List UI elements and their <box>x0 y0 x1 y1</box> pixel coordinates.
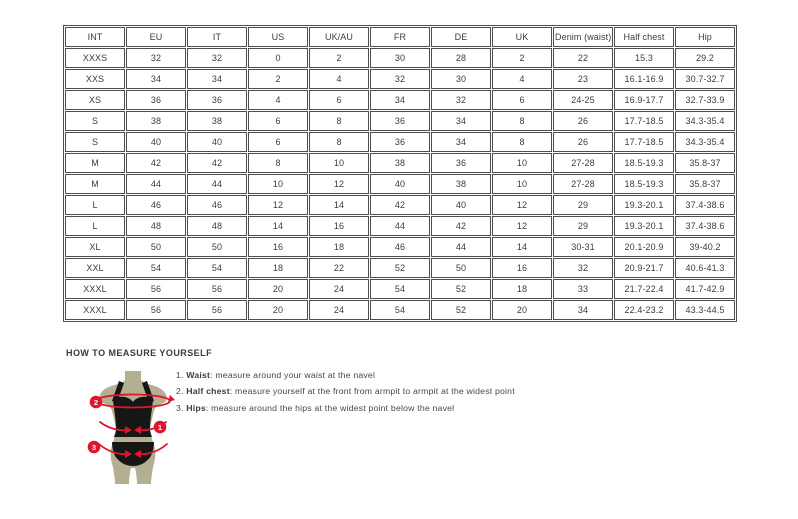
table-cell: 30 <box>370 48 430 68</box>
table-cell: 56 <box>187 279 247 299</box>
table-cell: 24-25 <box>553 90 613 110</box>
swimsuit-top <box>113 397 153 437</box>
instruction-number: 2. <box>176 386 184 397</box>
instruction-text: : measure yourself at the front from armpit to armpit at the widest point <box>229 386 515 397</box>
instruction-label: Hips <box>186 402 206 413</box>
table-cell: 32 <box>187 48 247 68</box>
table-cell: 4 <box>309 69 369 89</box>
table-row <box>65 111 735 131</box>
table-cell: 28 <box>431 48 491 68</box>
table-cell: 29 <box>553 195 613 215</box>
size-chart-table <box>63 25 737 322</box>
table-cell: 16.9-17.7 <box>614 90 674 110</box>
column-header: EU <box>126 27 186 47</box>
table-cell: 0 <box>248 48 308 68</box>
table-cell: 34 <box>431 111 491 131</box>
table-cell: 54 <box>187 258 247 278</box>
table-cell: 8 <box>309 111 369 131</box>
table-row <box>65 237 735 257</box>
table-cell: 48 <box>187 216 247 236</box>
table-cell: 52 <box>431 300 491 320</box>
table-cell: 42 <box>187 153 247 173</box>
table-cell: 46 <box>187 195 247 215</box>
table-cell: 56 <box>126 279 186 299</box>
instruction-number: 1. <box>176 370 184 380</box>
table-row <box>65 195 735 215</box>
table-cell: 18 <box>492 279 552 299</box>
table-cell: 44 <box>126 174 186 194</box>
table-cell: 24 <box>309 279 369 299</box>
table-cell: 44 <box>431 237 491 257</box>
table-cell: 10 <box>309 153 369 173</box>
table-cell: 46 <box>126 195 186 215</box>
table-cell: 41.7-42.9 <box>675 279 735 299</box>
table-cell: 30-31 <box>553 237 613 257</box>
table-cell: 26 <box>553 111 613 131</box>
table-cell: 54 <box>126 258 186 278</box>
table-cell: 10 <box>492 153 552 173</box>
table-cell: 42 <box>431 216 491 236</box>
table-cell: 36 <box>370 111 430 131</box>
table-cell: 52 <box>370 258 430 278</box>
table-cell: 35.8-37 <box>675 174 735 194</box>
table-cell: XXXS <box>65 48 125 68</box>
table-cell: 40 <box>431 195 491 215</box>
chest-badge-number: 2 <box>93 397 99 407</box>
table-cell: 24 <box>309 300 369 320</box>
waist-badge-number: 1 <box>157 422 163 432</box>
table-cell: 33 <box>553 279 613 299</box>
table-cell: 29.2 <box>675 48 735 68</box>
table-cell: 27-28 <box>553 153 613 173</box>
table-cell: 42 <box>370 195 430 215</box>
instruction-text: : measure around your waist at the navel <box>210 370 376 380</box>
table-cell: 48 <box>126 216 186 236</box>
table-cell: XXL <box>65 258 125 278</box>
measure-section-heading: HOW TO MEASURE YOURSELF <box>66 348 213 358</box>
table-cell: 19.3-20.1 <box>614 216 674 236</box>
table-cell: 50 <box>187 237 247 257</box>
table-cell: L <box>65 216 125 236</box>
table-row <box>65 153 735 173</box>
chest-measure-arrowhead <box>168 395 175 402</box>
table-cell: 6 <box>309 90 369 110</box>
table-cell: 20.9-21.7 <box>614 258 674 278</box>
table-cell: 23 <box>553 69 613 89</box>
measure-instruction-waist <box>176 371 515 381</box>
table-cell: 10 <box>248 174 308 194</box>
table-cell: 6 <box>248 111 308 131</box>
table-cell: 19.3-20.1 <box>614 195 674 215</box>
table-cell: 38 <box>370 153 430 173</box>
table-cell: 50 <box>126 237 186 257</box>
table-cell: 18.5-19.3 <box>614 174 674 194</box>
table-cell: 8 <box>492 132 552 152</box>
table-cell: 34.3-35.4 <box>675 111 735 131</box>
column-header: Half chest <box>614 27 674 47</box>
table-cell: 16.1-16.9 <box>614 69 674 89</box>
table-cell: 52 <box>431 279 491 299</box>
table-cell: 50 <box>431 258 491 278</box>
table-cell: 12 <box>492 195 552 215</box>
table-cell: 20 <box>248 300 308 320</box>
chest-badge <box>90 396 103 409</box>
hip-badge-number: 3 <box>91 442 97 452</box>
table-cell: 34 <box>187 69 247 89</box>
table-header-row <box>65 27 735 47</box>
table-cell: 14 <box>309 195 369 215</box>
table-cell: 38 <box>126 111 186 131</box>
table-cell: XXXL <box>65 279 125 299</box>
column-header: INT <box>65 27 125 47</box>
measure-instruction-hips <box>176 404 515 414</box>
table-cell: 37.4-38.6 <box>675 216 735 236</box>
table-cell: 16 <box>309 216 369 236</box>
table-cell: 32 <box>126 48 186 68</box>
table-cell: 42 <box>126 153 186 173</box>
table-cell: 30 <box>431 69 491 89</box>
table-cell: 2 <box>248 69 308 89</box>
table-cell: 46 <box>370 237 430 257</box>
table-row <box>65 279 735 299</box>
table-cell: 12 <box>248 195 308 215</box>
table-cell: 34 <box>370 90 430 110</box>
table-row <box>65 48 735 68</box>
instruction-text: : measure around the hips at the widest point below the navel <box>205 402 455 413</box>
table-row <box>65 258 735 278</box>
table-cell: 8 <box>248 153 308 173</box>
table-cell: 22 <box>309 258 369 278</box>
table-cell: 12 <box>492 216 552 236</box>
column-header: DE <box>431 27 491 47</box>
table-cell: 2 <box>492 48 552 68</box>
table-cell: 32 <box>431 90 491 110</box>
table-cell: 36 <box>187 90 247 110</box>
table-cell: 35.8-37 <box>675 153 735 173</box>
measurement-figure <box>84 370 182 487</box>
hip-badge <box>88 441 101 454</box>
table-cell: 22.4-23.2 <box>614 300 674 320</box>
table-cell: 2 <box>309 48 369 68</box>
table-cell: 39-40.2 <box>675 237 735 257</box>
column-header: IT <box>187 27 247 47</box>
table-cell: XXXL <box>65 300 125 320</box>
mannequin-illustration <box>84 370 182 487</box>
table-cell: 40.6-41.3 <box>675 258 735 278</box>
table-cell: 36 <box>431 153 491 173</box>
table-cell: M <box>65 174 125 194</box>
table-cell: 8 <box>309 132 369 152</box>
instruction-number: 3. <box>176 402 184 413</box>
table-cell: 30.7-32.7 <box>675 69 735 89</box>
table-cell: S <box>65 111 125 131</box>
table-cell: 56 <box>187 300 247 320</box>
table-cell: 26 <box>553 132 613 152</box>
table-cell: 40 <box>370 174 430 194</box>
table-cell: 32.7-33.9 <box>675 90 735 110</box>
table-cell: 34 <box>126 69 186 89</box>
table-cell: XS <box>65 90 125 110</box>
table-cell: 54 <box>370 279 430 299</box>
table-cell: L <box>65 195 125 215</box>
table-cell: 34.3-35.4 <box>675 132 735 152</box>
table-cell: 34 <box>431 132 491 152</box>
table-cell: 40 <box>187 132 247 152</box>
table-cell: 36 <box>126 90 186 110</box>
table-cell: 34 <box>553 300 613 320</box>
table-cell: 4 <box>248 90 308 110</box>
measure-instruction-half-chest <box>176 387 515 397</box>
table-cell: 14 <box>248 216 308 236</box>
instruction-label: Waist <box>186 370 211 380</box>
table-cell: 6 <box>492 90 552 110</box>
table-cell: 32 <box>370 69 430 89</box>
table-row <box>65 174 735 194</box>
table-cell: 21.7-22.4 <box>614 279 674 299</box>
table-cell: 20.1-20.9 <box>614 237 674 257</box>
table-cell: 44 <box>187 174 247 194</box>
column-header: UK/AU <box>309 27 369 47</box>
table-cell: 14 <box>492 237 552 257</box>
waist-badge <box>154 421 167 434</box>
table-cell: 40 <box>126 132 186 152</box>
table-cell: 20 <box>248 279 308 299</box>
table-cell: 16 <box>248 237 308 257</box>
table-cell: 20 <box>492 300 552 320</box>
table-cell: 16 <box>492 258 552 278</box>
table-cell: 54 <box>370 300 430 320</box>
table-cell: 27-28 <box>553 174 613 194</box>
table-cell: 43.3-44.5 <box>675 300 735 320</box>
table-cell: 38 <box>187 111 247 131</box>
table-cell: 36 <box>370 132 430 152</box>
table-cell: 18.5-19.3 <box>614 153 674 173</box>
size-chart-header <box>65 27 735 47</box>
table-cell: 56 <box>126 300 186 320</box>
table-cell: 4 <box>492 69 552 89</box>
table-cell: 18 <box>248 258 308 278</box>
table-cell: XL <box>65 237 125 257</box>
table-cell: 12 <box>309 174 369 194</box>
table-cell: 38 <box>431 174 491 194</box>
column-header: FR <box>370 27 430 47</box>
column-header: UK <box>492 27 552 47</box>
instruction-label: Half chest <box>186 386 230 397</box>
table-cell: XXS <box>65 69 125 89</box>
table-cell: 44 <box>370 216 430 236</box>
table-cell: 37.4-38.6 <box>675 195 735 215</box>
measure-instructions <box>176 371 515 420</box>
table-row <box>65 300 735 320</box>
table-row <box>65 69 735 89</box>
column-header: Hip <box>675 27 735 47</box>
table-cell: 32 <box>553 258 613 278</box>
column-header: Denim (waist) <box>553 27 613 47</box>
table-cell: 17.7-18.5 <box>614 111 674 131</box>
table-cell: 22 <box>553 48 613 68</box>
table-cell: M <box>65 153 125 173</box>
table-cell: 29 <box>553 216 613 236</box>
table-cell: 6 <box>248 132 308 152</box>
table-cell: 8 <box>492 111 552 131</box>
column-header: US <box>248 27 308 47</box>
table-row <box>65 216 735 236</box>
table-row <box>65 132 735 152</box>
size-chart-body <box>65 48 735 320</box>
table-cell: 10 <box>492 174 552 194</box>
table-cell: 15.3 <box>614 48 674 68</box>
table-row <box>65 90 735 110</box>
table-cell: 18 <box>309 237 369 257</box>
table-cell: S <box>65 132 125 152</box>
table-cell: 17.7-18.5 <box>614 132 674 152</box>
